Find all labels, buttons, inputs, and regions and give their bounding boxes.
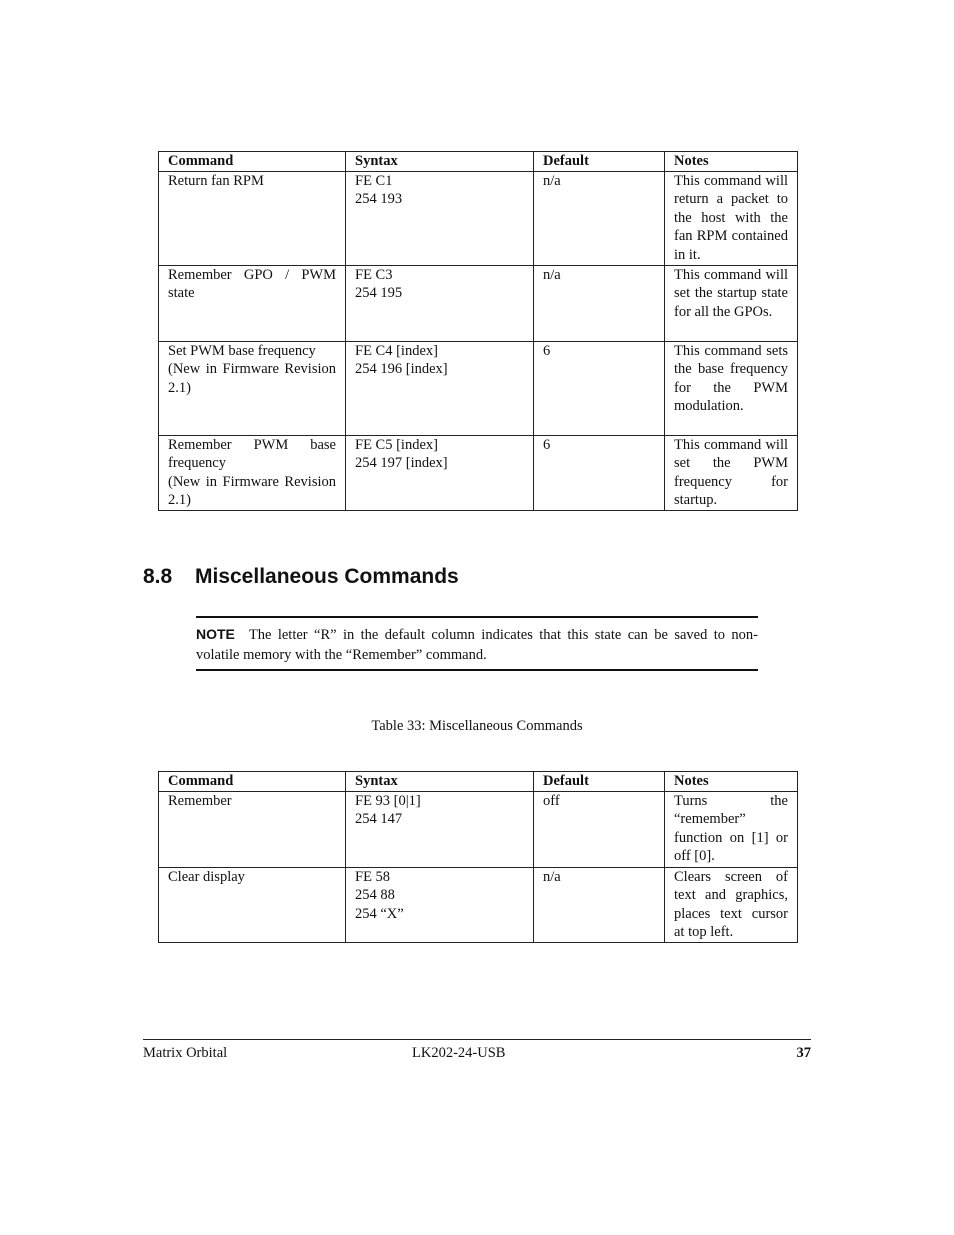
notes-cell: Clears screen of text and graphics, places text cursor at top left. [665, 867, 798, 942]
default-cell: n/a [534, 867, 665, 942]
notes-cell: This command will return a packet to the host with the fan RPM contained in it. [665, 171, 798, 265]
misc-commands-table [158, 771, 798, 943]
syntax-cell: FE C3 254 195 [346, 265, 534, 341]
command-cell: Remember PWM base frequency (New in Firmware Revision 2.1) [159, 435, 346, 510]
note-label: NOTE [196, 626, 235, 642]
header-syntax: Syntax [346, 772, 534, 792]
footer-divider [143, 1039, 811, 1040]
notes-cell: This command will set the startup state for all the GPOs. [665, 265, 798, 341]
footer-center: LK202-24-USB [412, 1045, 506, 1061]
header-command: Command [159, 152, 346, 172]
table-caption: Table 33: Miscellaneous Commands [371, 718, 583, 734]
header-command: Command [159, 772, 346, 792]
notes-cell: This command sets the base frequency for the PWM modulation. [665, 341, 798, 435]
default-cell: n/a [534, 171, 665, 265]
table-row [159, 265, 798, 341]
syntax-cell: FE C1 254 193 [346, 171, 534, 265]
default-cell: n/a [534, 265, 665, 341]
notes-cell: Turns the “remember” function on [1] or off [0]. [665, 791, 798, 867]
header-default: Default [534, 152, 665, 172]
note-box [196, 616, 758, 671]
default-cell: 6 [534, 435, 665, 510]
table-row [159, 791, 798, 867]
syntax-cell: FE C5 [index] 254 197 [index] [346, 435, 534, 510]
command-cell: Clear display [159, 867, 346, 942]
footer-left: Matrix Orbital [143, 1045, 228, 1061]
section-heading [143, 565, 459, 589]
page-number: 37 [796, 1045, 811, 1061]
default-cell: 6 [534, 341, 665, 435]
header-notes: Notes [665, 772, 798, 792]
fan-commands-table [158, 151, 798, 511]
command-cell: Set PWM base frequency (New in Firmware Revision 2.1) [159, 341, 346, 435]
command-cell: Remember [159, 791, 346, 867]
table-row [159, 867, 798, 942]
table-header-row [159, 772, 798, 792]
section-title: Miscellaneous Commands [195, 565, 459, 588]
header-default: Default [534, 772, 665, 792]
table-row [159, 435, 798, 510]
table-row [159, 341, 798, 435]
notes-cell: This command will set the PWM frequency for startup. [665, 435, 798, 510]
syntax-cell: FE 93 [0|1] 254 147 [346, 791, 534, 867]
section-number: 8.8 [143, 565, 173, 588]
header-syntax: Syntax [346, 152, 534, 172]
syntax-cell: FE 58 254 88 254 “X” [346, 867, 534, 942]
header-notes: Notes [665, 152, 798, 172]
command-cell: Remember GPO / PWM state [159, 265, 346, 341]
command-cell: Return fan RPM [159, 171, 346, 265]
syntax-cell: FE C4 [index] 254 196 [index] [346, 341, 534, 435]
note-text: The letter “R” in the default column indicates that this state can be saved to non-volatile memory with the “Remember” command. [196, 627, 758, 663]
table-header-row [159, 152, 798, 172]
table-row [159, 171, 798, 265]
default-cell: off [534, 791, 665, 867]
